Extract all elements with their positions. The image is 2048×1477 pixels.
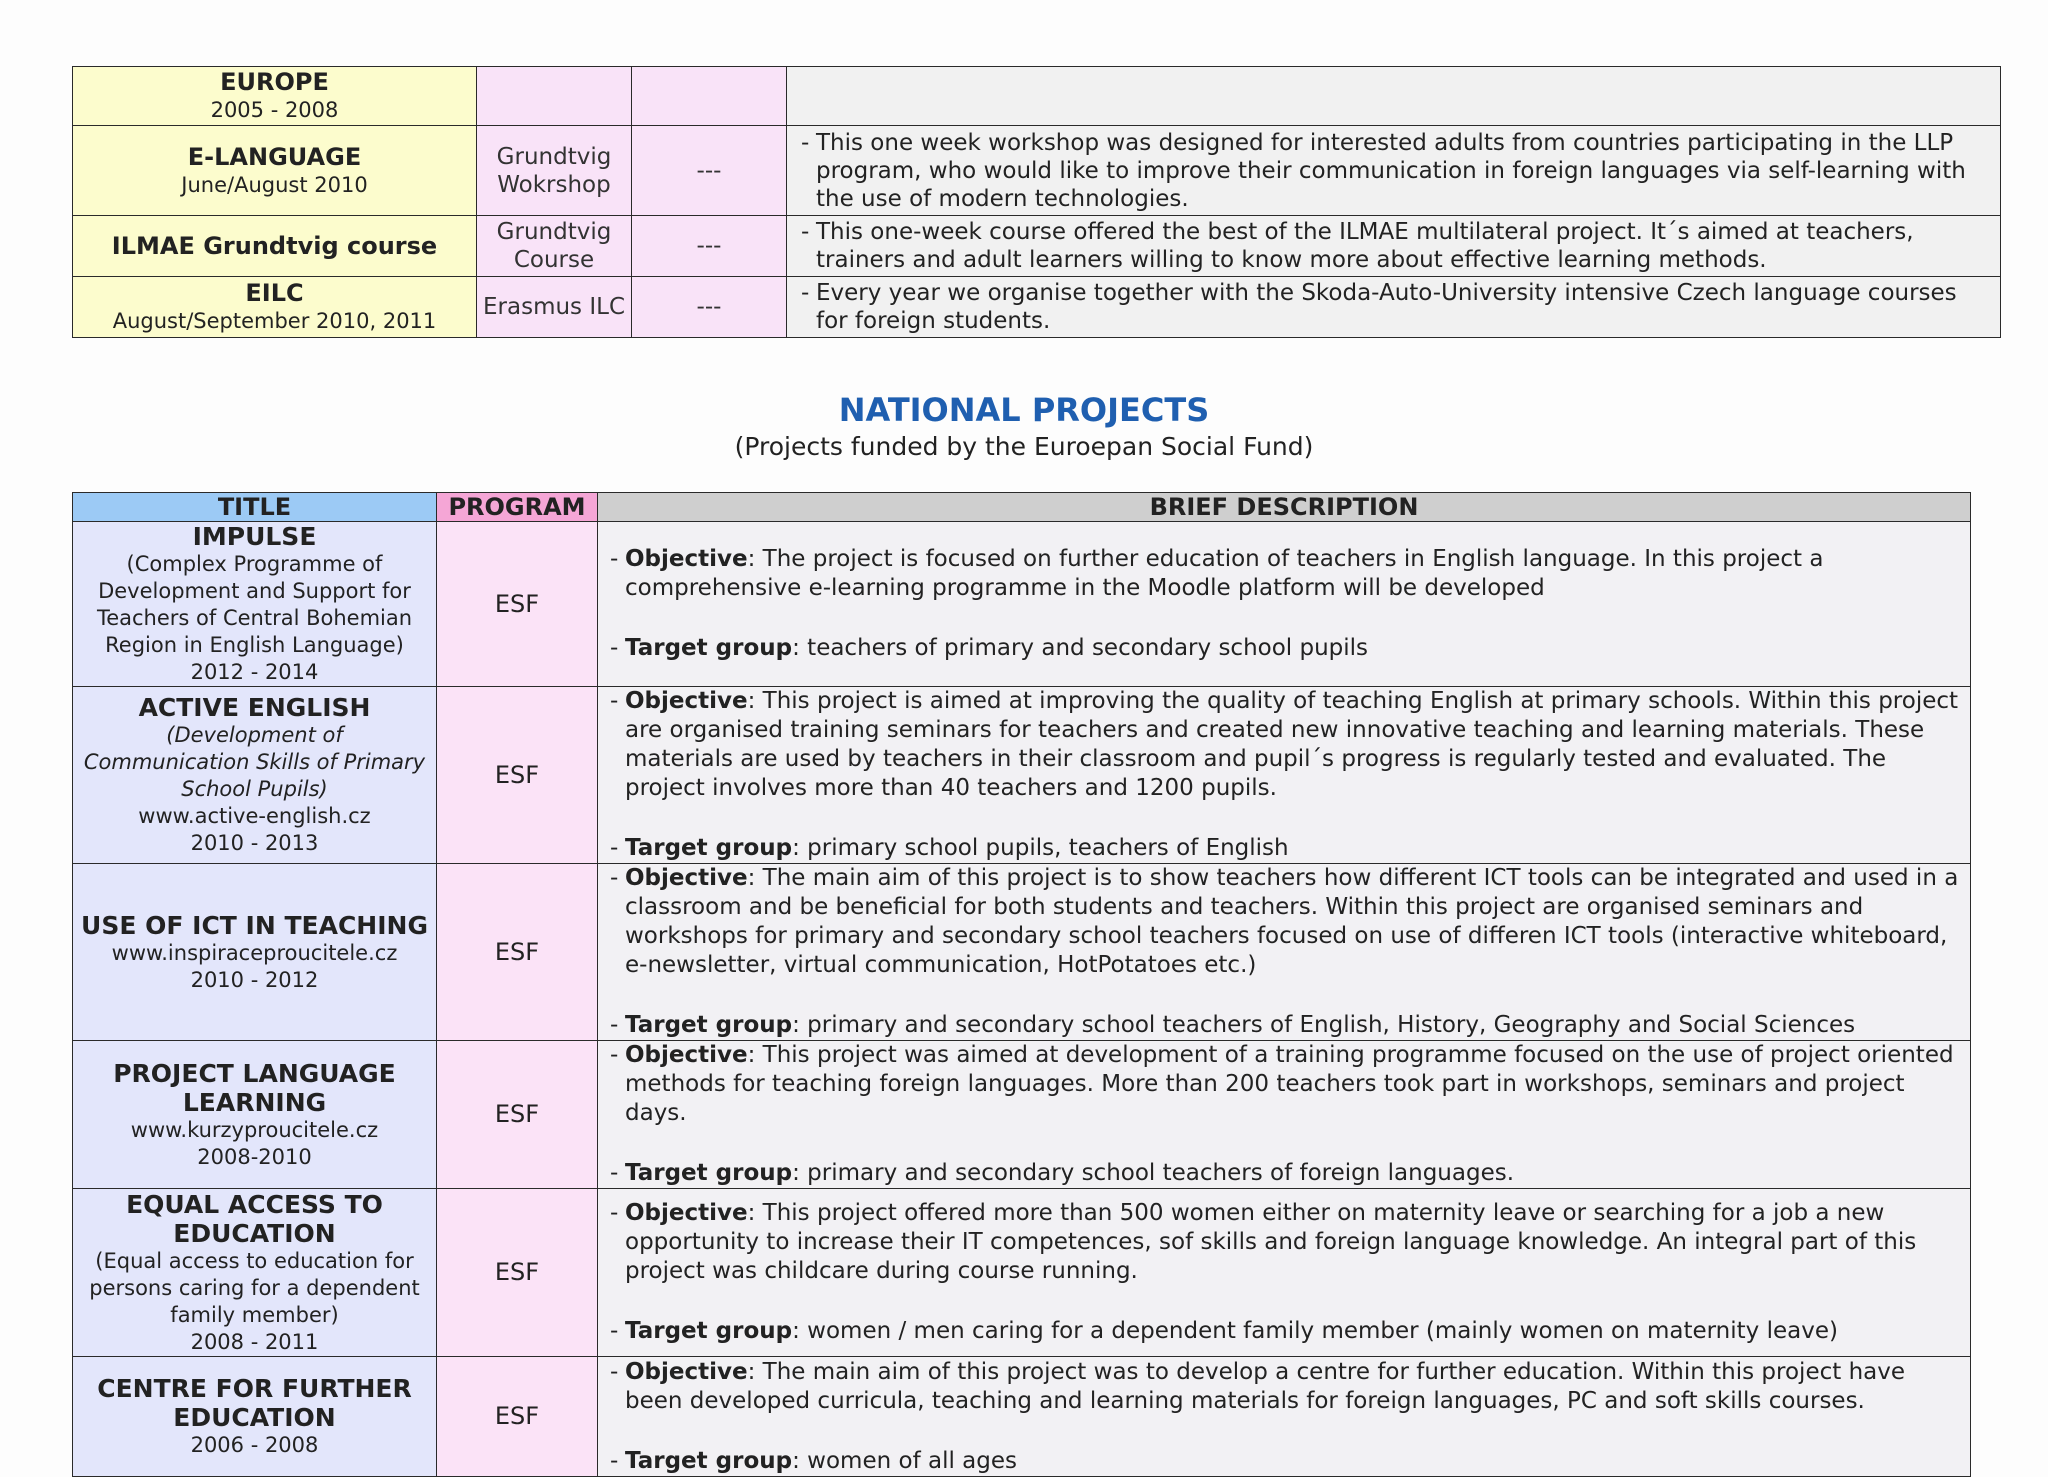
project-years: 2012 - 2014 xyxy=(190,660,319,684)
objective-label: Objective xyxy=(625,1200,748,1226)
description-cell: - This one-week course offered the best of the ILMAE multilateral project. It´s aimed at teachers, trainers and adult learners willing to know more about effective learning methods. xyxy=(787,216,2001,277)
project-name: CENTRE FOR FURTHER EDUCATION xyxy=(97,1374,412,1432)
description-cell xyxy=(787,67,2001,126)
column-header-program: PROGRAM xyxy=(437,493,598,522)
page-subtitle: (Projects funded by the Euroepan Social Fund) xyxy=(734,432,1314,461)
table-header-row xyxy=(73,493,1971,522)
table-row xyxy=(73,277,2001,338)
project-years: 2010 - 2013 xyxy=(190,831,319,855)
program-cell: ESF xyxy=(437,1189,598,1357)
project-title-cell xyxy=(73,1357,437,1477)
description-text: This one week workshop was designed for interested adults from countries participating in the LLP program, who would like to improve their communication in foreign languages via self-learning with the use of modern technologies. xyxy=(816,129,1966,212)
project-years: 2008-2010 xyxy=(197,1144,312,1169)
objective-label: Objective xyxy=(625,546,748,572)
target-label: Target group xyxy=(625,1160,793,1186)
table-row xyxy=(73,687,1971,864)
project-title-cell xyxy=(73,1189,437,1357)
description-cell: - Objective: This project offered more than 500 women either on maternity leave or searching for a job a new opportunity to increase their IT competences, sof skills and foreign language knowledge. An integral part of this project was childcare during course running. - Target group: women / men caring for a dependent family member (mainly women on maternity leave) xyxy=(598,1189,1971,1357)
project-website: www.kurzyproucitele.cz xyxy=(130,1117,379,1142)
target-text: : women of all ages xyxy=(792,1447,1017,1474)
section-heading xyxy=(0,390,2048,464)
project-title-cell xyxy=(73,1041,437,1189)
description-cell: - This one week workshop was designed for interested adults from countries participating in the LLP program, who would like to improve their communication in foreign languages via self-learning with the use of modern technologies. xyxy=(787,126,2001,216)
target-text: : teachers of primary and secondary school pupils xyxy=(792,635,1369,661)
target-text: : primary and secondary school teachers of foreign languages. xyxy=(792,1160,1515,1186)
project-name: ACTIVE ENGLISH xyxy=(138,693,371,722)
description-cell: - Objective: The project is focused on further education of teachers in English language. In this project a comprehensive e-learning programme in the Moodle platform will be developed - Target group: teachers of primary and secondary school pupils xyxy=(598,522,1971,687)
program-cell xyxy=(477,67,632,126)
project-title: ILMAE Grundtvig course xyxy=(111,232,438,260)
description-text: Every year we organise together with the Skoda-Auto-University intensive Czech language courses for foreign students. xyxy=(816,280,1957,334)
target-label: Target group xyxy=(625,635,793,661)
project-website: www.active-english.cz xyxy=(138,804,371,828)
partner-cell xyxy=(632,67,787,126)
partner-cell: --- xyxy=(632,126,787,216)
project-name: PROJECT LANGUAGE LEARNING xyxy=(113,1058,396,1117)
project-date: 2005 - 2008 xyxy=(210,98,339,122)
description-text: This one-week course offered the best of the ILMAE multilateral project. It´s aimed at teachers, trainers and adult learners willing to know more about effective learning methods. xyxy=(816,219,1914,273)
objective-text: : The main aim of this project was to develop a centre for further education. Within this project have been developed curricula, teaching and learning materials for foreign languages, PC and soft skills courses. xyxy=(625,1358,1905,1414)
project-name: IMPULSE xyxy=(192,522,317,551)
table-row xyxy=(73,1357,1971,1477)
objective-text: : The main aim of this project is to show teachers how different ICT tools can be integrated and used in a classroom and be beneficial for both students and teachers. Within this project are organised seminars and workshops for primary and secondary school teachers focused on use of differen ICT tools (interactive whiteboard, e-newsletter, virtual communication, HotPotatoes etc.) xyxy=(625,865,1959,978)
project-date: August/September 2010, 2011 xyxy=(112,309,437,333)
table-row xyxy=(73,864,1971,1041)
partner-cell: --- xyxy=(632,277,787,338)
project-title-cell xyxy=(73,687,437,864)
objective-label: Objective xyxy=(625,688,748,714)
objective-text: : The project is focused on further education of teachers in English language. In this project a comprehensive e-learning programme in the Moodle platform will be developed xyxy=(625,546,1824,601)
program-cell: ESF xyxy=(437,1041,598,1189)
target-label: Target group xyxy=(625,1447,793,1474)
project-title-cell xyxy=(73,126,477,216)
objective-text: : This project was aimed at development of a training programme focused on the use of project oriented methods for teaching foreign languages. More than 200 teachers took part in workshops, seminars and project days. xyxy=(625,1042,1954,1126)
project-subtitle: (Development of Communication Skills of Primary School Pupils) xyxy=(83,723,426,801)
project-date: June/August 2010 xyxy=(181,172,368,197)
column-header-title: TITLE xyxy=(73,493,437,522)
objective-label: Objective xyxy=(625,1358,748,1385)
target-text: : primary and secondary school teachers of English, History, Geography and Social Sciences xyxy=(792,1012,1856,1038)
table-row xyxy=(73,522,1971,687)
project-name: USE OF ICT IN TEACHING xyxy=(81,910,428,940)
project-title-cell xyxy=(73,522,437,687)
project-subtitle: (Complex Programme of Development and Support for Teachers of Central Bohemian Region in English Language) xyxy=(96,552,413,657)
table-row xyxy=(73,1189,1971,1357)
target-label: Target group xyxy=(625,1012,793,1038)
project-title-cell xyxy=(73,277,477,338)
program-cell: Grundtvig Wokrshop xyxy=(477,126,632,216)
program-cell: ESF xyxy=(437,687,598,864)
project-title-cell xyxy=(73,67,477,126)
objective-text: : This project is aimed at improving the quality of teaching English at primary schools. Within this project are organised training seminars for teachers and created new innovative teaching and learning materials. These materials are used by teachers in their classroom and pupil´s progress is regularly tested and evaluated. The project involves more than 40 teachers and 1200 pupils. xyxy=(625,688,1959,801)
description-cell: - Objective: The main aim of this project was to develop a centre for further education. Within this project have been developed curricula, teaching and learning materials for foreign languages, PC and soft skills courses. - Target group: women of all ages xyxy=(598,1357,1971,1477)
program-cell: Erasmus ILC xyxy=(477,277,632,338)
project-title: EUROPE xyxy=(220,68,329,96)
target-text: : women / men caring for a dependent family member (mainly women on maternity leave) xyxy=(792,1318,1838,1344)
project-subtitle: (Equal access to education for persons caring for a dependent family member) xyxy=(89,1248,420,1327)
program-cell: Grundtvig Course xyxy=(477,216,632,277)
description-cell: - Objective: This project was aimed at development of a training programme focused on the use of project oriented methods for teaching foreign languages. More than 200 teachers took part in workshops, seminars and project days. - Target group: primary and secondary school teachers of foreign languages. xyxy=(598,1041,1971,1189)
project-years: 2006 - 2008 xyxy=(190,1433,319,1457)
target-label: Target group xyxy=(625,835,793,861)
objective-label: Objective xyxy=(625,1042,748,1068)
description-cell: - Objective: The main aim of this project is to show teachers how different ICT tools can be integrated and used in a classroom and be beneficial for both students and teachers. Within this project are organised seminars and workshops for primary and secondary school teachers focused on use of differen ICT tools (interactive whiteboard, e-newsletter, virtual communication, HotPotatoes etc.) - Target group: primary and secondary school teachers of English, History, Geography and Social Sciences xyxy=(598,864,1971,1041)
objective-label: Objective xyxy=(625,865,748,891)
partner-cell: --- xyxy=(632,216,787,277)
objective-text: : This project offered more than 500 women either on maternity leave or searching for a job a new opportunity to increase their IT competences, sof skills and foreign language knowledge. An integral part of this project was childcare during course running. xyxy=(625,1200,1917,1284)
program-cell: ESF xyxy=(437,864,598,1041)
table-row xyxy=(73,1041,1971,1189)
page-title: NATIONAL PROJECTS xyxy=(838,391,1210,429)
table-row xyxy=(73,216,2001,277)
project-years: 2010 - 2012 xyxy=(190,967,319,992)
international-projects-table xyxy=(72,66,2001,338)
project-title: E-LANGUAGE xyxy=(187,142,362,171)
target-label: Target group xyxy=(625,1318,793,1344)
target-text: : primary school pupils, teachers of English xyxy=(792,835,1289,861)
table-row xyxy=(73,67,2001,126)
project-title-cell xyxy=(73,216,477,277)
description-cell: - Objective: This project is aimed at improving the quality of teaching English at primary schools. Within this project are organised training seminars for teachers and created new innovative teaching and learning materials. These materials are used by teachers in their classroom and pupil´s progress is regularly tested and evaluated. The project involves more than 40 teachers and 1200 pupils. - Target group: primary school pupils, teachers of English xyxy=(598,687,1971,864)
project-title: EILC xyxy=(245,279,304,307)
project-years: 2008 - 2011 xyxy=(190,1329,319,1354)
table-row xyxy=(73,126,2001,216)
project-website: www.inspiraceproucitele.cz xyxy=(111,940,398,965)
description-cell: - Every year we organise together with the Skoda-Auto-University intensive Czech language courses for foreign students. xyxy=(787,277,2001,338)
national-projects-table xyxy=(72,492,1971,1477)
program-cell: ESF xyxy=(437,522,598,687)
project-title-cell xyxy=(73,864,437,1041)
project-name: EQUAL ACCESS TO EDUCATION xyxy=(126,1189,383,1248)
column-header-description: BRIEF DESCRIPTION xyxy=(598,493,1971,522)
program-cell: ESF xyxy=(437,1357,598,1477)
